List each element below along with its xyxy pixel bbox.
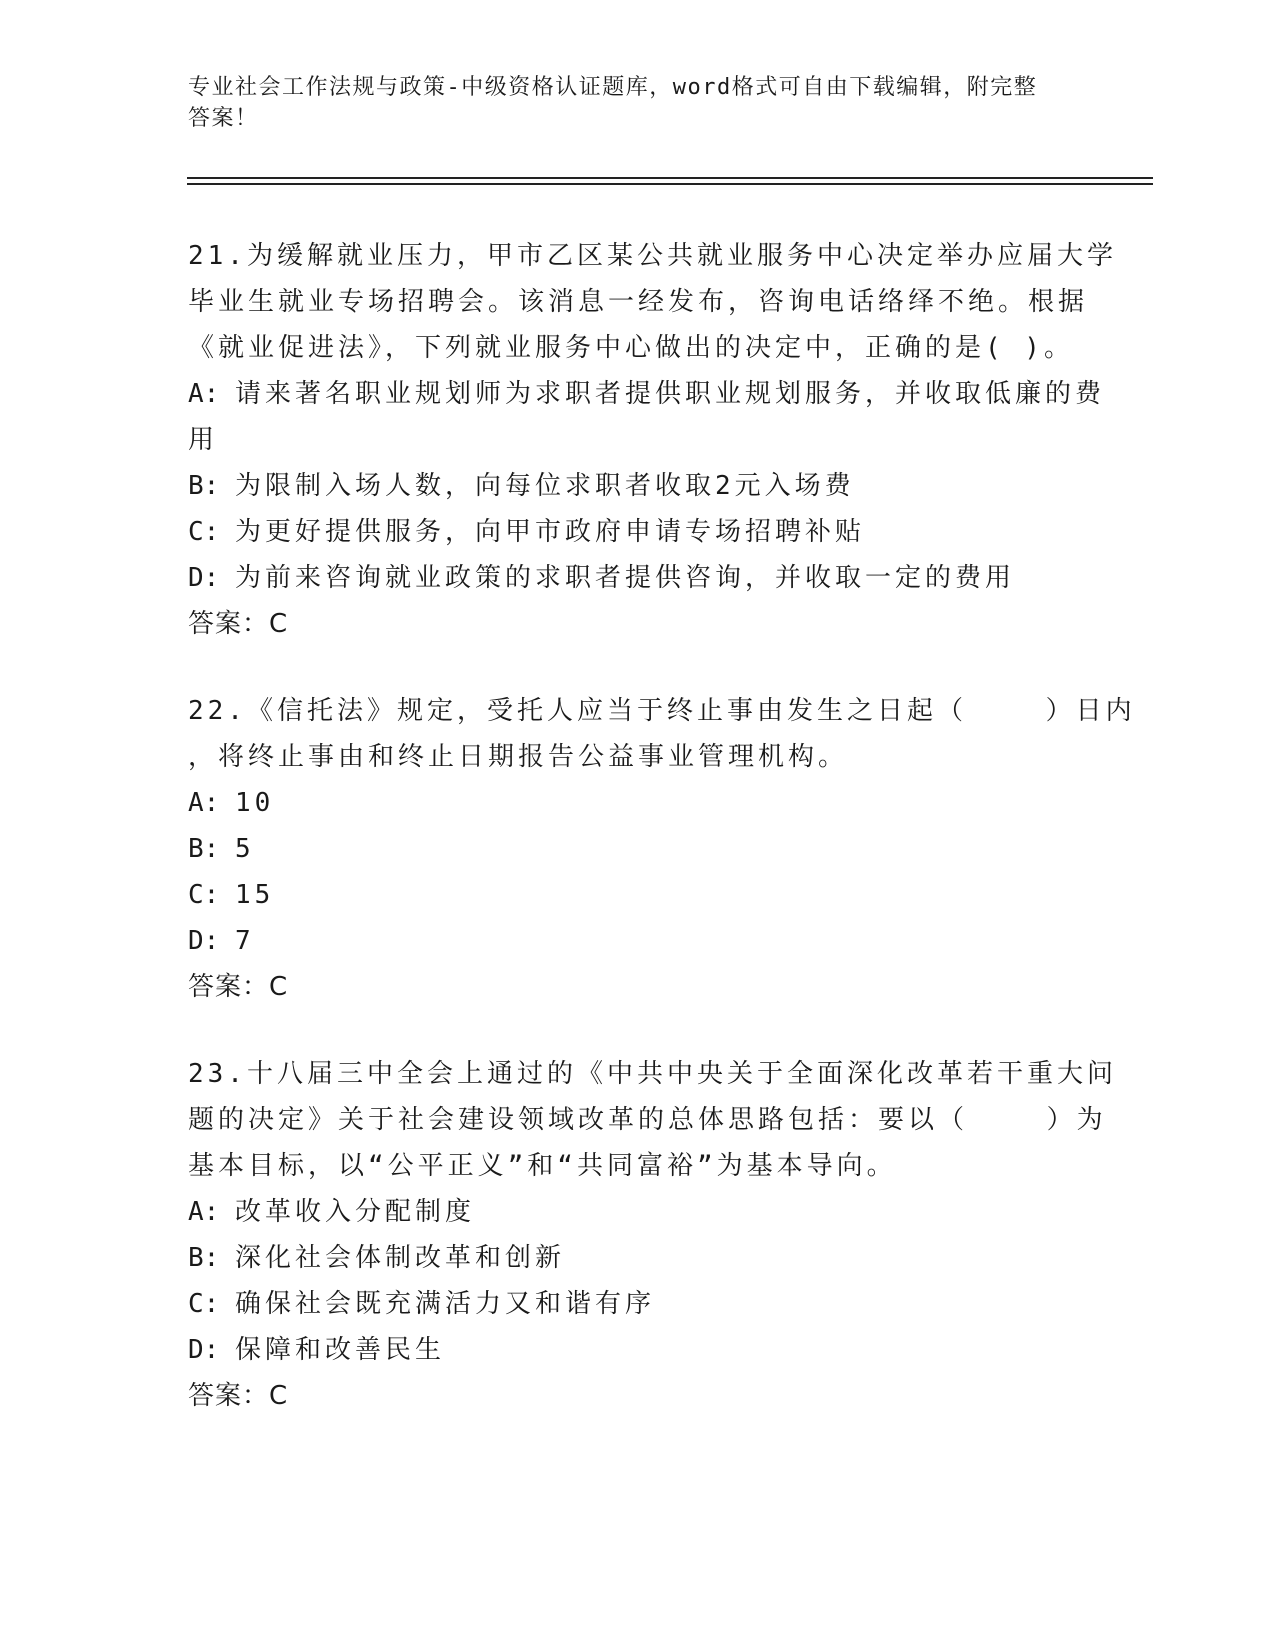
option-d (188, 1327, 1088, 1373)
question-stem-line: 毕业生就业专场招聘会。该消息一经发布，咨询电话络绎不绝。根据 (188, 287, 1089, 317)
header-rule-bottom (187, 183, 1153, 185)
option-key: B: (188, 471, 235, 501)
question-stem-line: 22.《信托法》规定，受托人应当于终止事由发生之日起（ ）日内 (188, 696, 1136, 726)
question-stem-line: 《就业促进法》，下列就业服务中心做出的决定中，正确的是( )。 (188, 333, 1074, 363)
answer-label: 答案：C (188, 1381, 289, 1411)
option-text: 为更好提供服务，向甲市政府申请专场招聘补贴 (234, 517, 865, 547)
option-text: 5 (234, 834, 255, 864)
question-stem-line: 21.为缓解就业压力，甲市乙区某公共就业服务中心决定举办应届大学 (188, 241, 1117, 271)
answer-label: 答案：C (188, 609, 289, 639)
answer-label: 答案：C (188, 972, 289, 1002)
option-key: A: (188, 1197, 235, 1227)
option-key: B: (188, 1243, 235, 1273)
option-text: 保障和改善民生 (234, 1335, 445, 1365)
option-text: 10 (234, 788, 275, 818)
option-c (188, 1281, 1088, 1327)
header-line-1: 专业社会工作法规与政策-中级资格认证题库，word格式可自由下载编辑，附完整 (188, 75, 1038, 100)
question-22 (188, 688, 1136, 1010)
option-c (188, 872, 1088, 918)
option-d (188, 918, 1088, 964)
question-23 (188, 1051, 1117, 1419)
option-text: 请来著名职业规划师为求职者提供职业规划服务，并收取低廉的费 (234, 379, 1105, 409)
option-key: D: (188, 563, 235, 593)
option-c (188, 509, 1088, 555)
option-text: 为前来咨询就业政策的求职者提供咨询，并收取一定的费用 (234, 563, 1015, 593)
header-rule-top (187, 177, 1153, 179)
option-b (188, 1235, 1088, 1281)
option-d (188, 555, 1088, 601)
option-a (188, 1189, 1088, 1235)
option-key: C: (188, 517, 235, 547)
option-text: 为限制入场人数，向每位求职者收取2元入场费 (234, 471, 855, 501)
question-stem-line: 23.十八届三中全会上通过的《中共中央关于全面深化改革若干重大问 (188, 1059, 1117, 1089)
question-21 (188, 233, 1117, 647)
option-key: D: (188, 1335, 235, 1365)
option-a (188, 780, 1088, 826)
option-b (188, 826, 1088, 872)
option-key: A: (188, 788, 235, 818)
question-stem-line: 基本目标，以“公平正义”和“共同富裕”为基本导向。 (188, 1151, 897, 1181)
question-stem-line: ，将终止事由和终止日期报告公益事业管理机构。 (188, 742, 849, 772)
header-line-2: 答案！ (188, 106, 259, 131)
document-header (188, 72, 1088, 134)
option-a-continued: 用 (188, 425, 219, 455)
option-key: C: (188, 1289, 235, 1319)
option-key: A: (188, 379, 235, 409)
option-text: 7 (234, 926, 255, 956)
option-a (188, 371, 1105, 417)
option-text: 15 (234, 880, 275, 910)
question-stem-line: 题的决定》关于社会建设领域改革的总体思路包括：要以（ ）为 (188, 1105, 1107, 1135)
option-text: 深化社会体制改革和创新 (234, 1243, 565, 1273)
option-key: B: (188, 834, 235, 864)
option-key: D: (188, 926, 235, 956)
option-text: 改革收入分配制度 (234, 1197, 475, 1227)
option-text: 确保社会既充满活力又和谐有序 (234, 1289, 655, 1319)
option-b (188, 463, 1088, 509)
option-key: C: (188, 880, 235, 910)
